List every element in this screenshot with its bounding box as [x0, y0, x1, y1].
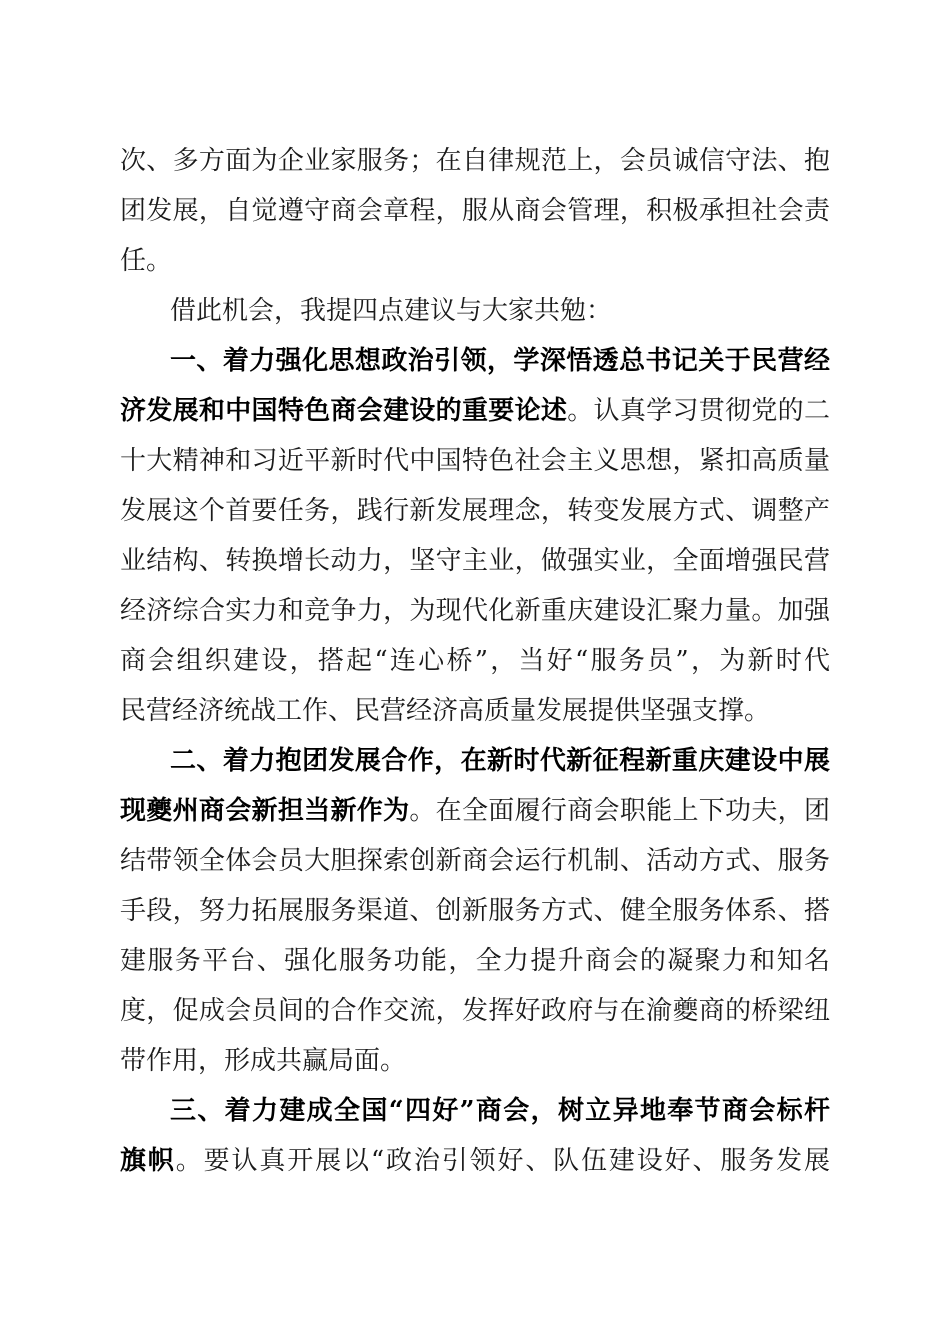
section-heading-line: 一、着力强化思想政治引领，学深悟透总书记关于民营经 [170, 346, 830, 376]
text-line: 借此机会，我提四点建议与大家共勉： [170, 296, 613, 326]
text-line: 十大精神和习近平新时代中国特色社会主义思想，紧扣高质量 [120, 446, 830, 476]
text-line: 度，促成会员间的合作交流，发挥好政府与在渝夔商的桥梁纽 [120, 996, 830, 1026]
text-line: 民营经济统战工作、民营经济高质量发展提供坚强支撑。 [120, 696, 771, 726]
text-line: 发展这个首要任务，践行新发展理念，转变发展方式、调整产 [120, 496, 830, 526]
section-heading-line: 旗帜。要认真开展以“政治引领好、队伍建设好、服务发展 [120, 1146, 830, 1176]
text-line: 手段，努力拓展服务渠道、创新服务方式、健全服务体系、搭 [120, 896, 830, 926]
text-line: 经济综合实力和竞争力，为现代化新重庆建设汇聚力量。加强 [120, 596, 830, 626]
text-line: 次、多方面为企业家服务；在自律规范上，会员诚信守法、抱 [120, 146, 830, 176]
text-line: 建服务平台、强化服务功能，全力提升商会的凝聚力和知名 [120, 946, 830, 976]
section-heading-line: 济发展和中国特色商会建设的重要论述。认真学习贯彻党的二 [120, 396, 830, 426]
text-line: 团发展，自觉遵守商会章程，服从商会管理，积极承担社会责 [120, 196, 830, 226]
text-line: 任。 [120, 246, 173, 276]
section-heading-line: 二、着力抱团发展合作，在新时代新征程新重庆建设中展 [170, 746, 830, 776]
text-line: 带作用，形成共赢局面。 [120, 1046, 407, 1076]
text-line: 商会组织建设，搭起“连心桥”，当好“服务员”，为新时代 [120, 646, 830, 676]
section-heading-line: 三、着力建成全国“四好”商会，树立异地奉节商会标杆 [170, 1096, 830, 1126]
text-line: 结带领全体会员大胆探索创新商会运行机制、活动方式、服务 [120, 846, 830, 876]
text-line: 业结构、转换增长动力，坚守主业，做强实业，全面增强民营 [120, 546, 830, 576]
section-heading-line: 现夔州商会新担当新作为。在全面履行商会职能上下功夫，团 [120, 796, 830, 826]
